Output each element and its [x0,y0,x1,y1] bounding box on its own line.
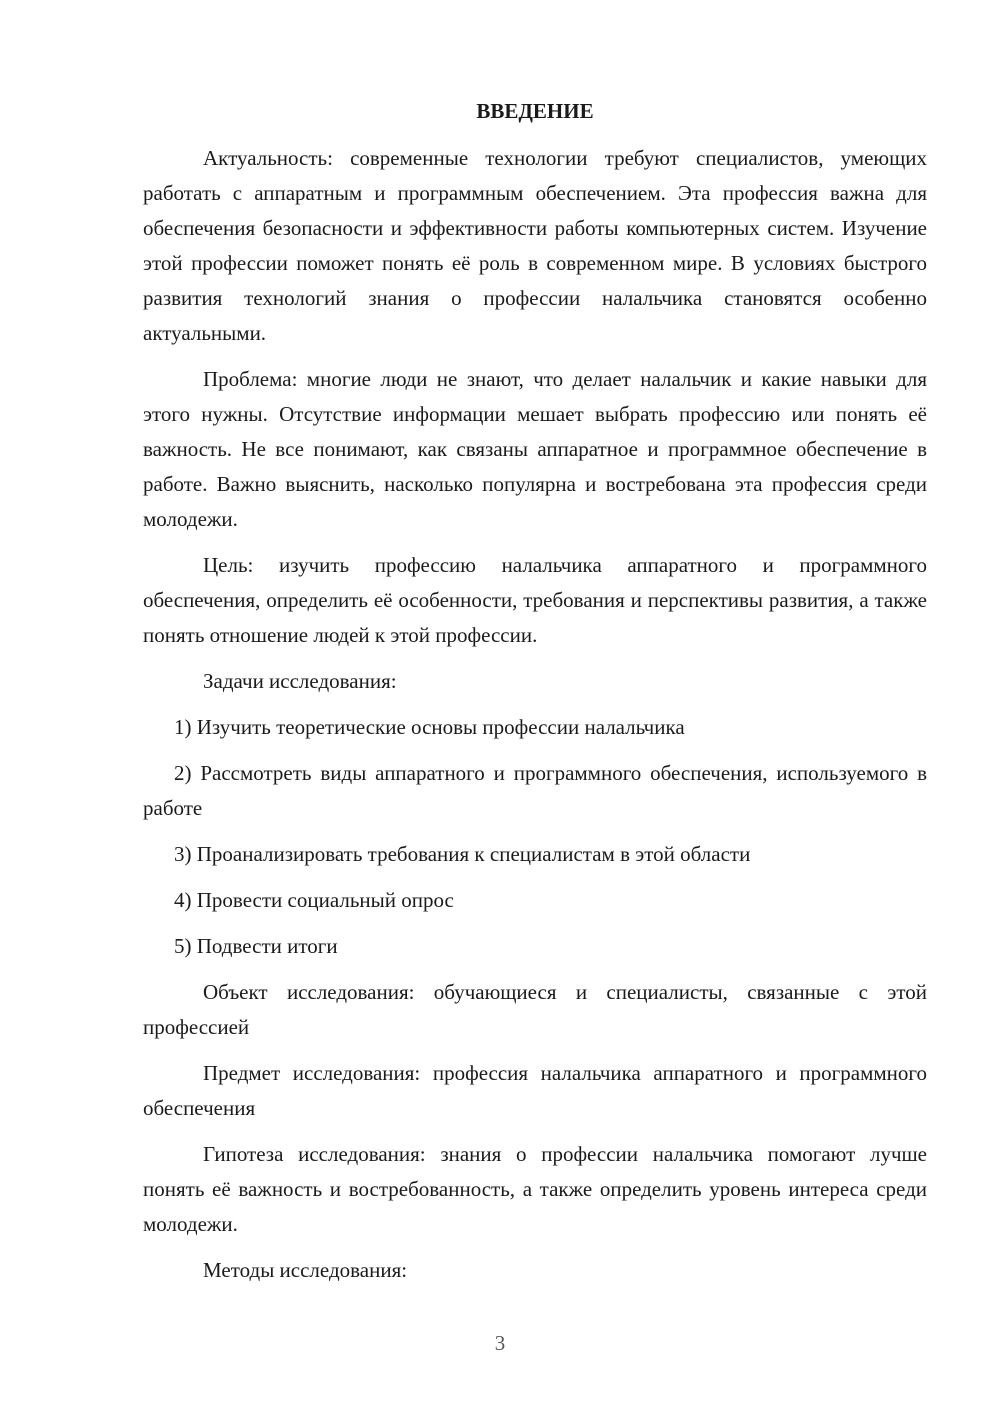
task-item: 2) Рассмотреть виды аппаратного и программного обеспечения, используемого в работе [143,761,927,820]
object-paragraph: Объект исследования: обучающиеся и специалисты, связанные с этой профессией [143,980,927,1039]
task-item: 1) Изучить теоретические основы профессии налальчика [174,715,685,739]
tasks-heading: Задачи исследования: [203,669,397,693]
section-title: ВВЕДЕНИЕ [476,99,594,123]
task-item: 4) Провести социальный опрос [174,888,454,912]
task-item: 3) Проанализировать требования к специалистам в этой области [174,842,751,866]
methods-heading: Методы исследования: [203,1258,408,1282]
page-number: 3 [494,1331,506,1355]
subject-paragraph: Предмет исследования: профессия налальчика аппаратного и программного обеспечения [143,1061,927,1120]
problem-paragraph: Проблема: многие люди не знают, что делает налальчик и какие навыки для этого нужны. Отсутствие информации мешает выбрать профессию или понять её важность. Не все понимают, как связаны аппаратное и программное обеспечение в работе. Важно выяснить, насколько популярна и востребована эта профессия среди молодежи. [143,367,927,531]
tasks-list [143,710,927,964]
relevance-paragraph: Актуальность: современные технологии требуют специалистов, умеющих работать с аппаратным и программным обеспечением. Эта профессия важна для обеспечения безопасности и эффективности работы компьютерных систем. Изучение этой профессии поможет понять её роль в современном мире. В условиях быстрого развития технологий знания о профессии налальчика становятся особенно актуальными. [143,146,927,345]
document-body [143,94,927,1299]
goal-paragraph: Цель: изучить профессию налальчика аппаратного и программного обеспечения, определить её особенности, требования и перспективы развития, а также понять отношение людей к этой профессии. [143,553,927,647]
hypothesis-paragraph: Гипотеза исследования: знания о профессии налальчика помогают лучше понять её важность и востребованность, а также определить уровень интереса среди молодежи. [143,1142,927,1236]
task-item: 5) Подвести итоги [174,934,338,958]
